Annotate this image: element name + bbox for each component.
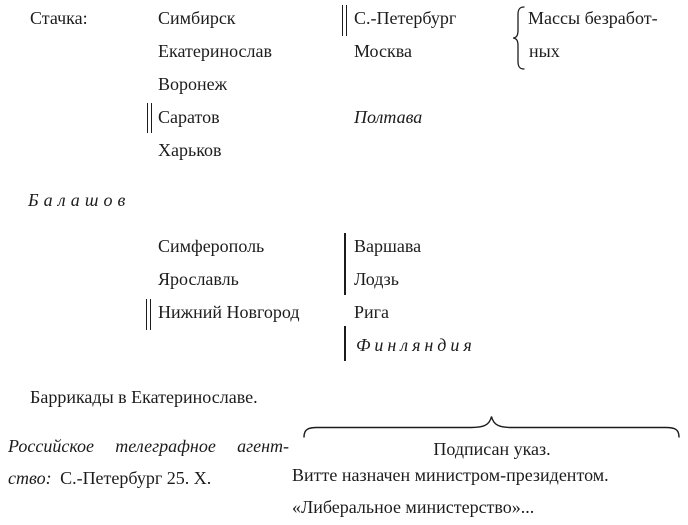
city-label: Харьков [158, 140, 222, 160]
agency-line2 [8, 467, 211, 489]
left-curly-brace-icon [512, 6, 525, 70]
city-label: Воронеж [158, 74, 228, 94]
double-bar-marker [342, 5, 347, 36]
double-bar-marker [147, 103, 152, 133]
city-label: Симферополь [158, 236, 265, 256]
decree-line3: «Либеральное министерство»... [292, 497, 535, 517]
strike-label: Стачка: [30, 8, 88, 28]
city-label: Симбирск [158, 8, 236, 28]
double-bar-marker [146, 299, 151, 330]
finland-label: Финляндия [356, 335, 476, 355]
agency-line1 [8, 435, 289, 457]
single-bar-marker [344, 233, 346, 295]
agency-word: агент- [237, 436, 289, 456]
unemployed-note-line2: ных [529, 41, 560, 61]
city-label: Рига [354, 302, 390, 322]
city-label: Саратов [158, 107, 220, 127]
barricades-label: Баррикады в Екатеринославе. [30, 387, 258, 407]
city-label: Нижний Новгород [158, 302, 300, 322]
city-label: Ярославль [158, 269, 239, 289]
top-curly-brace-icon [303, 415, 681, 439]
city-label: Лодзь [354, 269, 399, 289]
decree-title: Подписан указ. [433, 439, 551, 459]
decree-line2: Витте назначен министром-президентом. [292, 465, 609, 485]
city-label: С.-Петербург [354, 8, 457, 28]
balashov-label: Балашов [28, 190, 131, 210]
agency-line2-italic: ство: [8, 468, 52, 488]
city-label: Екатеринослав [158, 41, 273, 61]
agency-line2-text: С.-Петербург 25. X. [60, 468, 212, 488]
single-bar-marker [344, 326, 346, 361]
city-label-poltava: Полтава [354, 107, 423, 127]
agency-word: телеграфное [115, 436, 216, 456]
unemployed-note-line1: Массы безработ- [528, 8, 658, 28]
city-label: Москва [354, 41, 412, 61]
agency-word: Российское [8, 436, 95, 456]
city-label: Варшава [354, 236, 422, 256]
